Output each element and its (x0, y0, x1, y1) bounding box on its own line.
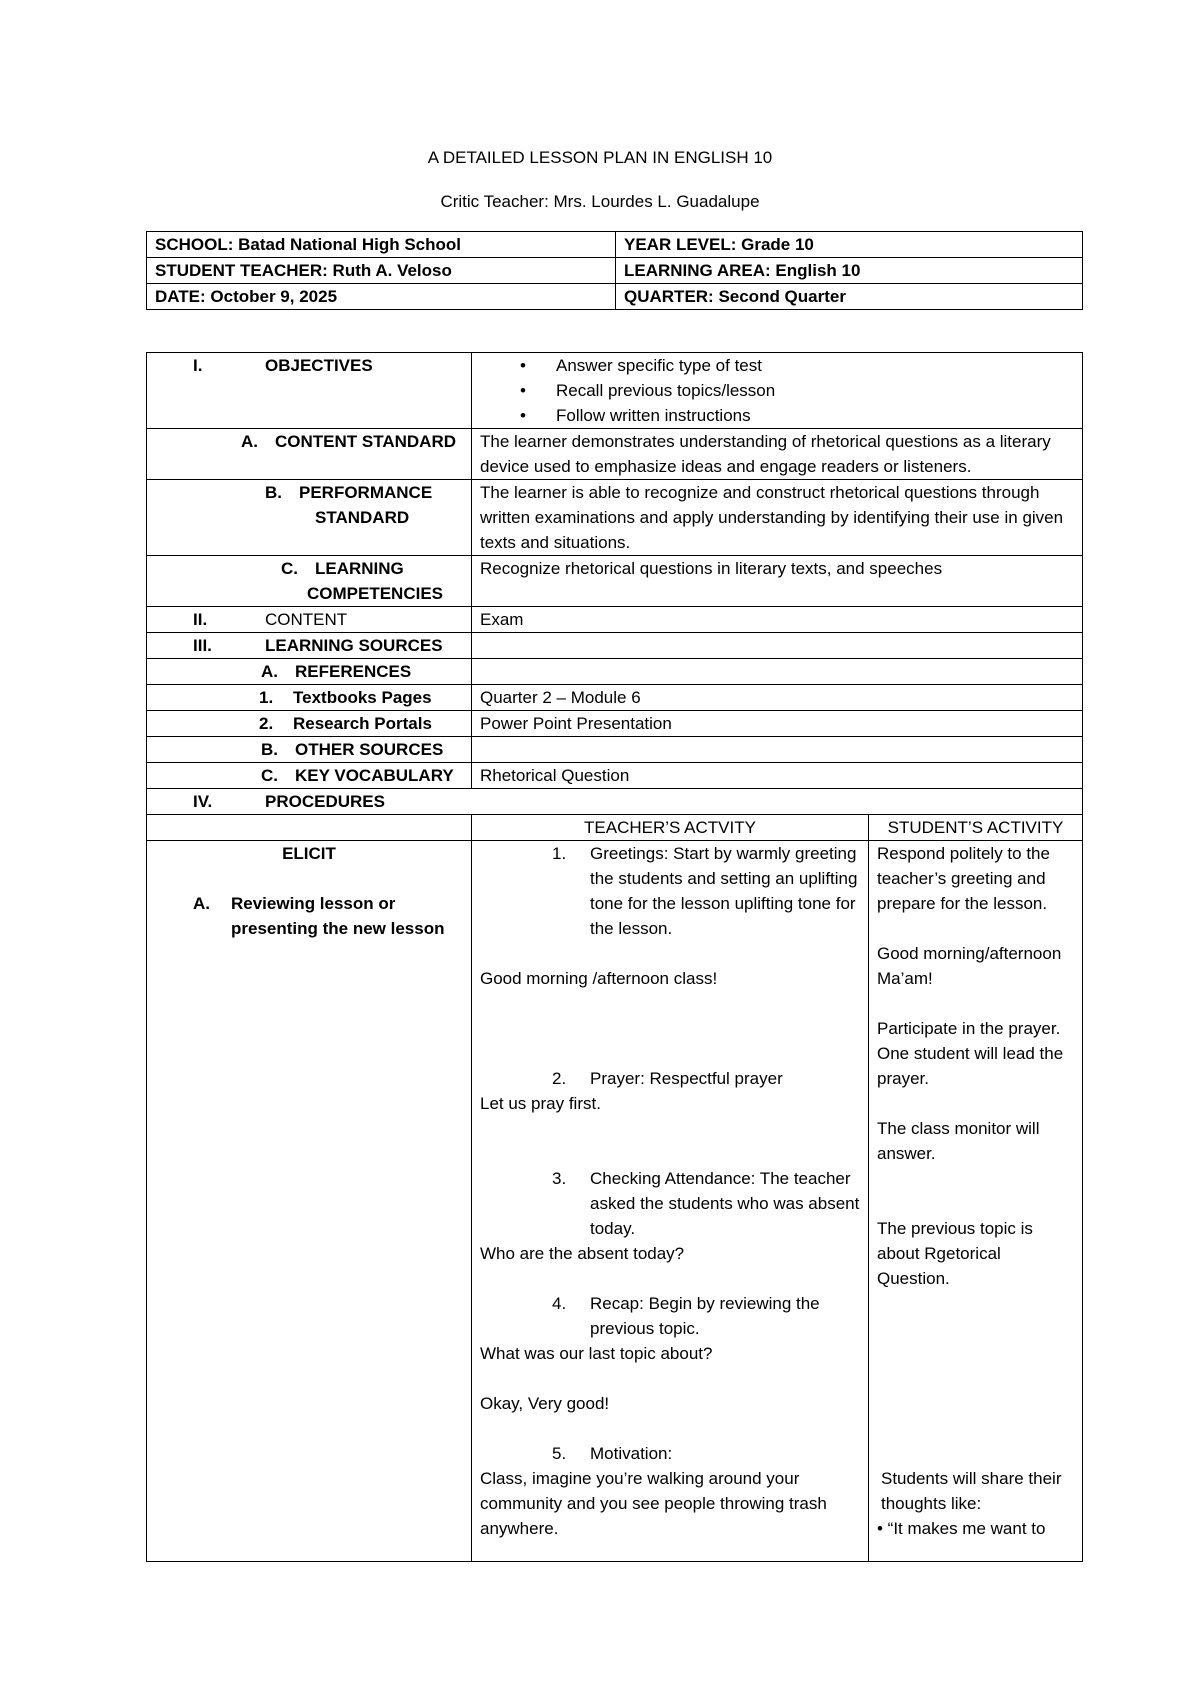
performance-standard-label: PERFORMANCE (299, 483, 433, 502)
content-text: Exam (472, 607, 1083, 633)
activity-header-row (147, 815, 1083, 841)
quarter-cell: QUARTER: Second Quarter (616, 284, 1083, 310)
review-num: A. (193, 894, 210, 913)
other-num: B. (261, 740, 278, 759)
other-sources-row (147, 737, 1083, 763)
student-attendance-response: The class monitor will answer. (877, 1119, 1040, 1163)
student-activity-header: STUDENT’S ACTIVITY (869, 815, 1083, 841)
student-recap-response: The previous topic is about Rgetorical Question. (877, 1219, 1033, 1288)
year-level-cell: YEAR LEVEL: Grade 10 (616, 232, 1083, 258)
objective-item: • Recall previous topics/lesson (520, 378, 1074, 403)
info-table (146, 231, 1083, 310)
greetings-step: Greetings: Start by warmly greeting the students and setting an uplifting tone for the lesson uplifting tone for the lesson. (590, 844, 858, 938)
student-prayer-response: Participate in the prayer. (877, 1019, 1061, 1038)
student-motivation-response: Students will share their thoughts like: (881, 1469, 1062, 1513)
vocab-label: KEY VOCABULARY (295, 766, 454, 785)
portals-num: 2. (259, 714, 274, 733)
vocabulary-row (147, 763, 1083, 789)
step-num: 5. (552, 1444, 567, 1463)
content-standard-label: CONTENT STANDARD (275, 432, 457, 451)
review-label: Reviewing lesson or (231, 894, 396, 913)
content-num: II. (193, 610, 208, 629)
student-greeting-response: Respond politely to the teacher’s greeting and prepare for the lesson. (877, 844, 1050, 913)
objectives-label: OBJECTIVES (265, 356, 373, 375)
teacher-activity-header: TEACHER’S ACTVITY (472, 815, 869, 841)
portals-row (147, 711, 1083, 737)
procedures-label: PROCEDURES (265, 792, 385, 811)
prayer-step: Prayer: Respectful prayer (590, 1069, 783, 1088)
student-motivation-bullet: • “It makes me want to (877, 1519, 1046, 1538)
learning-area-cell: LEARNING AREA: English 10 (616, 258, 1083, 284)
portals-text: Power Point Presentation (472, 711, 1083, 737)
praise-line: Okay, Very good! (480, 1394, 610, 1413)
procedures-row (147, 789, 1083, 815)
content-standard-num: A. (241, 432, 258, 451)
student-activity-cell (869, 841, 1083, 1562)
competencies-row (147, 556, 1083, 607)
procedures-num: IV. (193, 792, 213, 811)
review-label-2: presenting the new lesson (231, 919, 445, 938)
critic-teacher: Critic Teacher: Mrs. Lourdes L. Guadalupe (440, 192, 760, 211)
competencies-text: Recognize rhetorical questions in literary texts, and speeches (472, 556, 1083, 607)
references-row (147, 659, 1083, 685)
greeting-line: Good morning /afternoon class! (480, 969, 718, 988)
step-num: 3. (552, 1169, 567, 1188)
objective-item: • Answer specific type of test (520, 353, 1074, 378)
competencies-label-2: COMPETENCIES (307, 584, 444, 603)
teacher-activity-cell (472, 841, 869, 1562)
references-num: A. (261, 662, 278, 681)
objectives-row (147, 353, 1083, 429)
competencies-label: LEARNING (315, 559, 404, 578)
elicit-label: ELICIT (282, 844, 336, 863)
student-prayer-line: One student will lead the prayer. (877, 1044, 1064, 1088)
content-standard-row (147, 429, 1083, 480)
vocab-num: C. (261, 766, 278, 785)
textbooks-num: 1. (259, 688, 274, 707)
content-row (147, 607, 1083, 633)
content-standard-text: The learner demonstrates understanding of rhetorical questions as a literary device used to emphasize ideas and engage readers or listeners. (472, 429, 1083, 480)
sources-num: III. (193, 636, 212, 655)
step-num: 1. (552, 844, 567, 863)
document-title: A DETAILED LESSON PLAN IN ENGLISH 10 (427, 148, 773, 167)
step-num: 4. (552, 1294, 567, 1313)
recap-line: What was our last topic about? (480, 1344, 713, 1363)
performance-standard-text: The learner is able to recognize and construct rhetorical questions through written examinations and apply understanding by identifying their use in given texts and situations. (472, 480, 1083, 556)
performance-standard-num: B. (265, 483, 282, 502)
student-teacher-cell: STUDENT TEACHER: Ruth A. Veloso (147, 258, 616, 284)
references-label: REFERENCES (295, 662, 412, 681)
objectives-num: I. (193, 356, 203, 375)
sources-label: LEARNING SOURCES (265, 636, 443, 655)
performance-standard-row (147, 480, 1083, 556)
prayer-line: Let us pray first. (480, 1094, 601, 1113)
student-greeting-line: Good morning/afternoon Ma’am! (877, 944, 1062, 988)
step-num: 2. (552, 1069, 567, 1088)
performance-standard-label-2: STANDARD (315, 508, 410, 527)
textbooks-row (147, 685, 1083, 711)
motivation-step: Motivation: (590, 1444, 673, 1463)
objective-item: • Follow written instructions (520, 403, 1074, 428)
school-cell: SCHOOL: Batad National High School (147, 232, 616, 258)
portals-label: Research Portals (293, 714, 432, 733)
textbooks-label: Textbooks Pages (293, 688, 432, 707)
attendance-line: Who are the absent today? (480, 1244, 685, 1263)
content-label: CONTENT (265, 610, 348, 629)
recap-step: Recap: Begin by reviewing the previous topic. (590, 1294, 820, 1338)
objectives-list (480, 353, 1074, 428)
plan-table (146, 352, 1083, 1562)
motivation-line: Class, imagine you’re walking around your community and you see people throwing trash anywhere. (480, 1469, 827, 1538)
competencies-num: C. (281, 559, 298, 578)
textbooks-text: Quarter 2 – Module 6 (472, 685, 1083, 711)
other-label: OTHER SOURCES (295, 740, 444, 759)
date-cell: DATE: October 9, 2025 (147, 284, 616, 310)
vocab-text: Rhetorical Question (472, 763, 1083, 789)
elicit-row (147, 841, 1083, 1562)
learning-sources-row (147, 633, 1083, 659)
attendance-step: Checking Attendance: The teacher asked the students who was absent today. (590, 1169, 860, 1238)
